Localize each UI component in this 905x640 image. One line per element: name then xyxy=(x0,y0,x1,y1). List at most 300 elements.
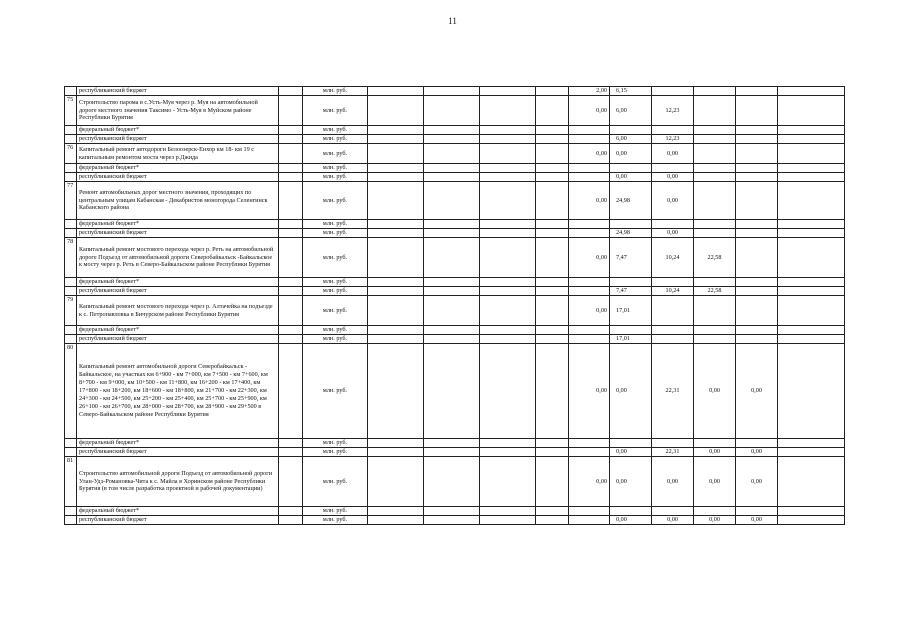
value-cell xyxy=(368,344,424,439)
value-cell: 0,00 xyxy=(610,173,652,182)
description-cell: федеральный бюджет* xyxy=(77,220,279,229)
value-cell: 22,58 xyxy=(694,238,736,278)
value-cell xyxy=(480,135,536,144)
value-cell xyxy=(536,507,569,516)
value-cell xyxy=(569,448,610,457)
value-cell xyxy=(424,335,480,344)
value-cell xyxy=(368,220,424,229)
value-cell xyxy=(736,507,778,516)
value-cell xyxy=(694,126,736,135)
value-cell xyxy=(424,238,480,278)
empty-cell xyxy=(279,344,303,439)
description-cell: Строительство парома в с.Усть-Муя через р. Муя на автомобильной дороге местного значения Таксимо - Усть-Муя в Муйском районе Республики Бурятия xyxy=(77,96,279,126)
value-cell xyxy=(694,296,736,326)
value-cell xyxy=(736,229,778,238)
value-cell xyxy=(536,457,569,507)
value-cell xyxy=(778,344,845,439)
value-cell: 6,00 xyxy=(610,96,652,126)
empty-cell xyxy=(279,507,303,516)
description-cell: Капитальный ремонт автодороги Белоозерск-Енхор км 18- км 19 с капитальным ремонтом моста через р.Джида xyxy=(77,144,279,164)
table-row xyxy=(65,96,845,126)
value-cell xyxy=(778,135,845,144)
value-cell: 0,00 xyxy=(569,144,610,164)
table-row xyxy=(65,173,845,182)
value-cell xyxy=(736,173,778,182)
value-cell xyxy=(480,126,536,135)
row-number-cell xyxy=(65,229,77,238)
value-cell xyxy=(652,164,694,173)
value-cell xyxy=(736,126,778,135)
value-cell xyxy=(778,457,845,507)
empty-cell xyxy=(279,287,303,296)
value-cell xyxy=(778,448,845,457)
value-cell xyxy=(778,507,845,516)
empty-cell xyxy=(279,173,303,182)
value-cell: 2,00 xyxy=(569,87,610,96)
value-cell xyxy=(652,278,694,287)
value-cell xyxy=(368,238,424,278)
row-number-cell: 75 xyxy=(65,96,77,126)
value-cell xyxy=(694,507,736,516)
value-cell xyxy=(569,278,610,287)
empty-cell xyxy=(279,296,303,326)
row-number-cell xyxy=(65,448,77,457)
value-cell xyxy=(610,326,652,335)
page-number: 11 xyxy=(448,16,457,26)
value-cell xyxy=(536,287,569,296)
description-cell: Капитальный ремонт мостового перехода через р. Реть на автомобильной дороге Подъезд от автомобильной дороги Северобайкальск -Байкальское к мосту через р. Реть в Северо-Байкальском районе Республики Бурятия xyxy=(77,238,279,278)
empty-cell xyxy=(279,182,303,220)
value-cell: 6,00 xyxy=(610,135,652,144)
row-number-cell xyxy=(65,164,77,173)
value-cell xyxy=(424,164,480,173)
value-cell xyxy=(652,326,694,335)
value-cell xyxy=(368,135,424,144)
value-cell xyxy=(778,164,845,173)
value-cell xyxy=(694,278,736,287)
row-number-cell xyxy=(65,278,77,287)
value-cell xyxy=(480,507,536,516)
table-row xyxy=(65,287,845,296)
value-cell xyxy=(480,287,536,296)
unit-cell: млн. руб. xyxy=(303,96,368,126)
value-cell xyxy=(424,135,480,144)
table-row xyxy=(65,182,845,220)
value-cell xyxy=(424,439,480,448)
value-cell xyxy=(652,87,694,96)
table-row xyxy=(65,144,845,164)
value-cell xyxy=(736,278,778,287)
empty-cell xyxy=(279,96,303,126)
value-cell: 22,31 xyxy=(652,344,694,439)
description-cell: федеральный бюджет* xyxy=(77,164,279,173)
value-cell xyxy=(368,87,424,96)
value-cell xyxy=(736,439,778,448)
value-cell: 0,00 xyxy=(569,182,610,220)
value-cell xyxy=(536,220,569,229)
value-cell xyxy=(778,296,845,326)
value-cell: 0,00 xyxy=(736,448,778,457)
description-cell: Ремонт автомобильных дорог местного значения, проходящих по центральным улицам Кабанская - Декабристов моногорода Селенгинск Кабанского района xyxy=(77,182,279,220)
value-cell xyxy=(536,135,569,144)
value-cell xyxy=(424,326,480,335)
table-body xyxy=(65,87,845,525)
description-cell: Строительство автомобильной дороги Подъезд от автомобильной дороги Улан-Удэ-Романовка-Чита к с. Майла в Хоринском районе Республики Бурятия (в том числе разработка проектной и рабочей документации) xyxy=(77,457,279,507)
empty-cell xyxy=(279,516,303,525)
value-cell: 0,00 xyxy=(694,457,736,507)
value-cell xyxy=(569,229,610,238)
value-cell xyxy=(480,439,536,448)
value-cell xyxy=(424,126,480,135)
value-cell: 0,00 xyxy=(610,344,652,439)
row-number-cell xyxy=(65,287,77,296)
value-cell xyxy=(424,173,480,182)
value-cell xyxy=(536,173,569,182)
table-row xyxy=(65,87,845,96)
value-cell xyxy=(569,164,610,173)
value-cell xyxy=(569,326,610,335)
table-row xyxy=(65,135,845,144)
value-cell xyxy=(368,164,424,173)
value-cell xyxy=(652,220,694,229)
row-number-cell: 76 xyxy=(65,144,77,164)
value-cell: 0,00 xyxy=(694,448,736,457)
value-cell xyxy=(424,220,480,229)
value-cell: 0,00 xyxy=(569,96,610,126)
table-row xyxy=(65,229,845,238)
value-cell: 24,98 xyxy=(610,229,652,238)
value-cell: 0,00 xyxy=(610,457,652,507)
value-cell xyxy=(368,229,424,238)
value-cell xyxy=(536,126,569,135)
value-cell xyxy=(536,182,569,220)
value-cell xyxy=(694,220,736,229)
empty-cell xyxy=(279,126,303,135)
unit-cell: млн. руб. xyxy=(303,287,368,296)
empty-cell xyxy=(279,457,303,507)
value-cell: 6,15 xyxy=(610,87,652,96)
unit-cell: млн. руб. xyxy=(303,238,368,278)
value-cell xyxy=(368,439,424,448)
value-cell xyxy=(610,220,652,229)
unit-cell: млн. руб. xyxy=(303,516,368,525)
value-cell xyxy=(736,96,778,126)
table-row xyxy=(65,238,845,278)
value-cell: 0,00 xyxy=(694,516,736,525)
value-cell xyxy=(610,126,652,135)
value-cell: 0,00 xyxy=(569,457,610,507)
value-cell xyxy=(480,220,536,229)
unit-cell: млн. руб. xyxy=(303,457,368,507)
value-cell: 12,23 xyxy=(652,96,694,126)
row-number-cell: 79 xyxy=(65,296,77,326)
value-cell xyxy=(778,326,845,335)
value-cell xyxy=(536,448,569,457)
table-row xyxy=(65,516,845,525)
value-cell xyxy=(480,278,536,287)
value-cell xyxy=(736,87,778,96)
table-row xyxy=(65,448,845,457)
value-cell xyxy=(778,278,845,287)
value-cell: 22,31 xyxy=(652,448,694,457)
value-cell xyxy=(368,326,424,335)
unit-cell: млн. руб. xyxy=(303,164,368,173)
value-cell: 22,58 xyxy=(694,287,736,296)
value-cell: 0,00 xyxy=(652,229,694,238)
value-cell xyxy=(569,173,610,182)
table-row xyxy=(65,164,845,173)
description-cell: республиканский бюджет xyxy=(77,448,279,457)
description-cell: республиканский бюджет xyxy=(77,173,279,182)
table-row xyxy=(65,507,845,516)
value-cell xyxy=(536,96,569,126)
value-cell xyxy=(736,238,778,278)
value-cell xyxy=(368,126,424,135)
value-cell xyxy=(736,144,778,164)
description-cell: Капитальный ремонт мостового перехода через р. Алтачейка на подъезде к с. Петропавловка в Бичурском районе Республики Бурятия xyxy=(77,296,279,326)
unit-cell: млн. руб. xyxy=(303,126,368,135)
value-cell: 17,01 xyxy=(610,335,652,344)
value-cell: 0,00 xyxy=(610,448,652,457)
value-cell xyxy=(778,238,845,278)
value-cell xyxy=(424,278,480,287)
value-cell xyxy=(424,516,480,525)
value-cell xyxy=(368,144,424,164)
value-cell xyxy=(480,87,536,96)
unit-cell: млн. руб. xyxy=(303,220,368,229)
value-cell xyxy=(736,182,778,220)
value-cell xyxy=(480,335,536,344)
unit-cell: млн. руб. xyxy=(303,135,368,144)
value-cell: 12,23 xyxy=(652,135,694,144)
description-cell: федеральный бюджет* xyxy=(77,439,279,448)
value-cell xyxy=(480,182,536,220)
value-cell: 0,00 xyxy=(610,516,652,525)
value-cell xyxy=(694,229,736,238)
value-cell xyxy=(480,96,536,126)
value-cell xyxy=(480,164,536,173)
empty-cell xyxy=(279,229,303,238)
value-cell xyxy=(569,439,610,448)
value-cell xyxy=(368,182,424,220)
row-number-cell xyxy=(65,326,77,335)
value-cell xyxy=(480,326,536,335)
empty-cell xyxy=(279,238,303,278)
description-cell: республиканский бюджет xyxy=(77,287,279,296)
table-row xyxy=(65,335,845,344)
value-cell xyxy=(480,238,536,278)
value-cell: 7,47 xyxy=(610,287,652,296)
value-cell xyxy=(368,507,424,516)
description-cell: республиканский бюджет xyxy=(77,135,279,144)
value-cell xyxy=(569,287,610,296)
table-row xyxy=(65,278,845,287)
row-number-cell xyxy=(65,335,77,344)
value-cell xyxy=(536,296,569,326)
unit-cell: млн. руб. xyxy=(303,439,368,448)
unit-cell: млн. руб. xyxy=(303,448,368,457)
row-number-cell xyxy=(65,439,77,448)
value-cell: 10,24 xyxy=(652,287,694,296)
value-cell xyxy=(424,507,480,516)
value-cell xyxy=(368,296,424,326)
value-cell xyxy=(569,516,610,525)
value-cell xyxy=(778,126,845,135)
value-cell xyxy=(536,335,569,344)
row-number-cell xyxy=(65,507,77,516)
table-row xyxy=(65,344,845,439)
value-cell xyxy=(778,287,845,296)
value-cell: 0,00 xyxy=(569,296,610,326)
value-cell: 0,00 xyxy=(736,457,778,507)
unit-cell: млн. руб. xyxy=(303,229,368,238)
value-cell xyxy=(778,144,845,164)
row-number-cell xyxy=(65,126,77,135)
unit-cell: млн. руб. xyxy=(303,173,368,182)
table-row xyxy=(65,457,845,507)
value-cell xyxy=(480,448,536,457)
value-cell xyxy=(424,182,480,220)
value-cell xyxy=(536,439,569,448)
value-cell xyxy=(778,229,845,238)
value-cell xyxy=(610,439,652,448)
empty-cell xyxy=(279,220,303,229)
value-cell xyxy=(652,126,694,135)
value-cell xyxy=(480,344,536,439)
value-cell xyxy=(569,220,610,229)
empty-cell xyxy=(279,335,303,344)
description-cell: республиканский бюджет xyxy=(77,229,279,238)
description-cell: республиканский бюджет xyxy=(77,516,279,525)
value-cell xyxy=(424,96,480,126)
empty-cell xyxy=(279,278,303,287)
value-cell xyxy=(569,335,610,344)
value-cell xyxy=(536,516,569,525)
empty-cell xyxy=(279,87,303,96)
value-cell xyxy=(424,344,480,439)
row-number-cell xyxy=(65,516,77,525)
value-cell xyxy=(778,87,845,96)
value-cell xyxy=(536,144,569,164)
value-cell xyxy=(368,96,424,126)
empty-cell xyxy=(279,439,303,448)
value-cell: 0,00 xyxy=(694,344,736,439)
value-cell xyxy=(778,439,845,448)
value-cell xyxy=(778,335,845,344)
table-row xyxy=(65,220,845,229)
unit-cell: млн. руб. xyxy=(303,335,368,344)
value-cell xyxy=(694,335,736,344)
value-cell xyxy=(368,516,424,525)
value-cell xyxy=(652,507,694,516)
description-cell: федеральный бюджет* xyxy=(77,126,279,135)
value-cell: 0,00 xyxy=(652,144,694,164)
value-cell xyxy=(736,220,778,229)
value-cell xyxy=(778,516,845,525)
value-cell xyxy=(480,296,536,326)
value-cell xyxy=(480,144,536,164)
value-cell xyxy=(368,457,424,507)
value-cell xyxy=(424,287,480,296)
value-cell: 0,00 xyxy=(652,182,694,220)
value-cell xyxy=(536,164,569,173)
empty-cell xyxy=(279,144,303,164)
value-cell xyxy=(736,164,778,173)
row-number-cell xyxy=(65,173,77,182)
description-cell: республиканский бюджет xyxy=(77,87,279,96)
value-cell: 0,00 xyxy=(569,238,610,278)
value-cell: 7,47 xyxy=(610,238,652,278)
value-cell xyxy=(569,126,610,135)
value-cell xyxy=(480,457,536,507)
row-number-cell: 80 xyxy=(65,344,77,439)
value-cell xyxy=(424,457,480,507)
value-cell: 0,00 xyxy=(736,344,778,439)
table-row xyxy=(65,326,845,335)
value-cell xyxy=(736,326,778,335)
value-cell xyxy=(480,516,536,525)
value-cell xyxy=(480,229,536,238)
value-cell xyxy=(694,164,736,173)
unit-cell: млн. руб. xyxy=(303,344,368,439)
value-cell xyxy=(536,87,569,96)
value-cell xyxy=(736,296,778,326)
value-cell xyxy=(536,229,569,238)
unit-cell: млн. руб. xyxy=(303,144,368,164)
value-cell xyxy=(694,87,736,96)
description-cell: федеральный бюджет* xyxy=(77,278,279,287)
value-cell: 0,00 xyxy=(736,516,778,525)
description-cell: федеральный бюджет* xyxy=(77,507,279,516)
value-cell xyxy=(778,96,845,126)
value-cell xyxy=(736,287,778,296)
value-cell xyxy=(778,173,845,182)
empty-cell xyxy=(279,164,303,173)
unit-cell: млн. руб. xyxy=(303,296,368,326)
row-number-cell xyxy=(65,220,77,229)
value-cell xyxy=(424,144,480,164)
empty-cell xyxy=(279,326,303,335)
value-cell xyxy=(480,173,536,182)
unit-cell: млн. руб. xyxy=(303,326,368,335)
value-cell: 0,00 xyxy=(652,516,694,525)
empty-cell xyxy=(279,135,303,144)
value-cell xyxy=(368,287,424,296)
row-number-cell: 78 xyxy=(65,238,77,278)
value-cell xyxy=(694,173,736,182)
value-cell xyxy=(652,335,694,344)
value-cell xyxy=(736,135,778,144)
value-cell xyxy=(778,220,845,229)
value-cell xyxy=(424,87,480,96)
value-cell xyxy=(652,296,694,326)
value-cell: 24,98 xyxy=(610,182,652,220)
table-row xyxy=(65,126,845,135)
value-cell xyxy=(536,278,569,287)
unit-cell: млн. руб. xyxy=(303,278,368,287)
value-cell xyxy=(368,448,424,457)
value-cell xyxy=(569,507,610,516)
value-cell: 0,00 xyxy=(652,173,694,182)
value-cell xyxy=(694,439,736,448)
value-cell: 10,24 xyxy=(652,238,694,278)
value-cell xyxy=(610,507,652,516)
value-cell xyxy=(424,448,480,457)
row-number-cell: 81 xyxy=(65,457,77,507)
value-cell: 0,00 xyxy=(652,457,694,507)
description-cell: Капитальный ремонт автомобильной дороги Северобайкальск - Байкальское, на участках км 6+900 - км 7+000, км 7+500 - км 7+600, км 8+700 - км 9+000, км 10+500 - км 11+800, км 16+200 - км 17+400, км 17+800 - км 18+200, км 18+600 - км 18+800, км 21+700 - км 22+300, км 24+300 - км 24+500, км 25+200 - км 25+400, км 25+700 - км 25+900, км 26+100 - км 26+700, км 28+000 - км 28+700, км 28+900 - км 29+500 в Северо-Байкальском районе Республики Бурятия xyxy=(77,344,279,439)
description-cell: федеральный бюджет* xyxy=(77,326,279,335)
